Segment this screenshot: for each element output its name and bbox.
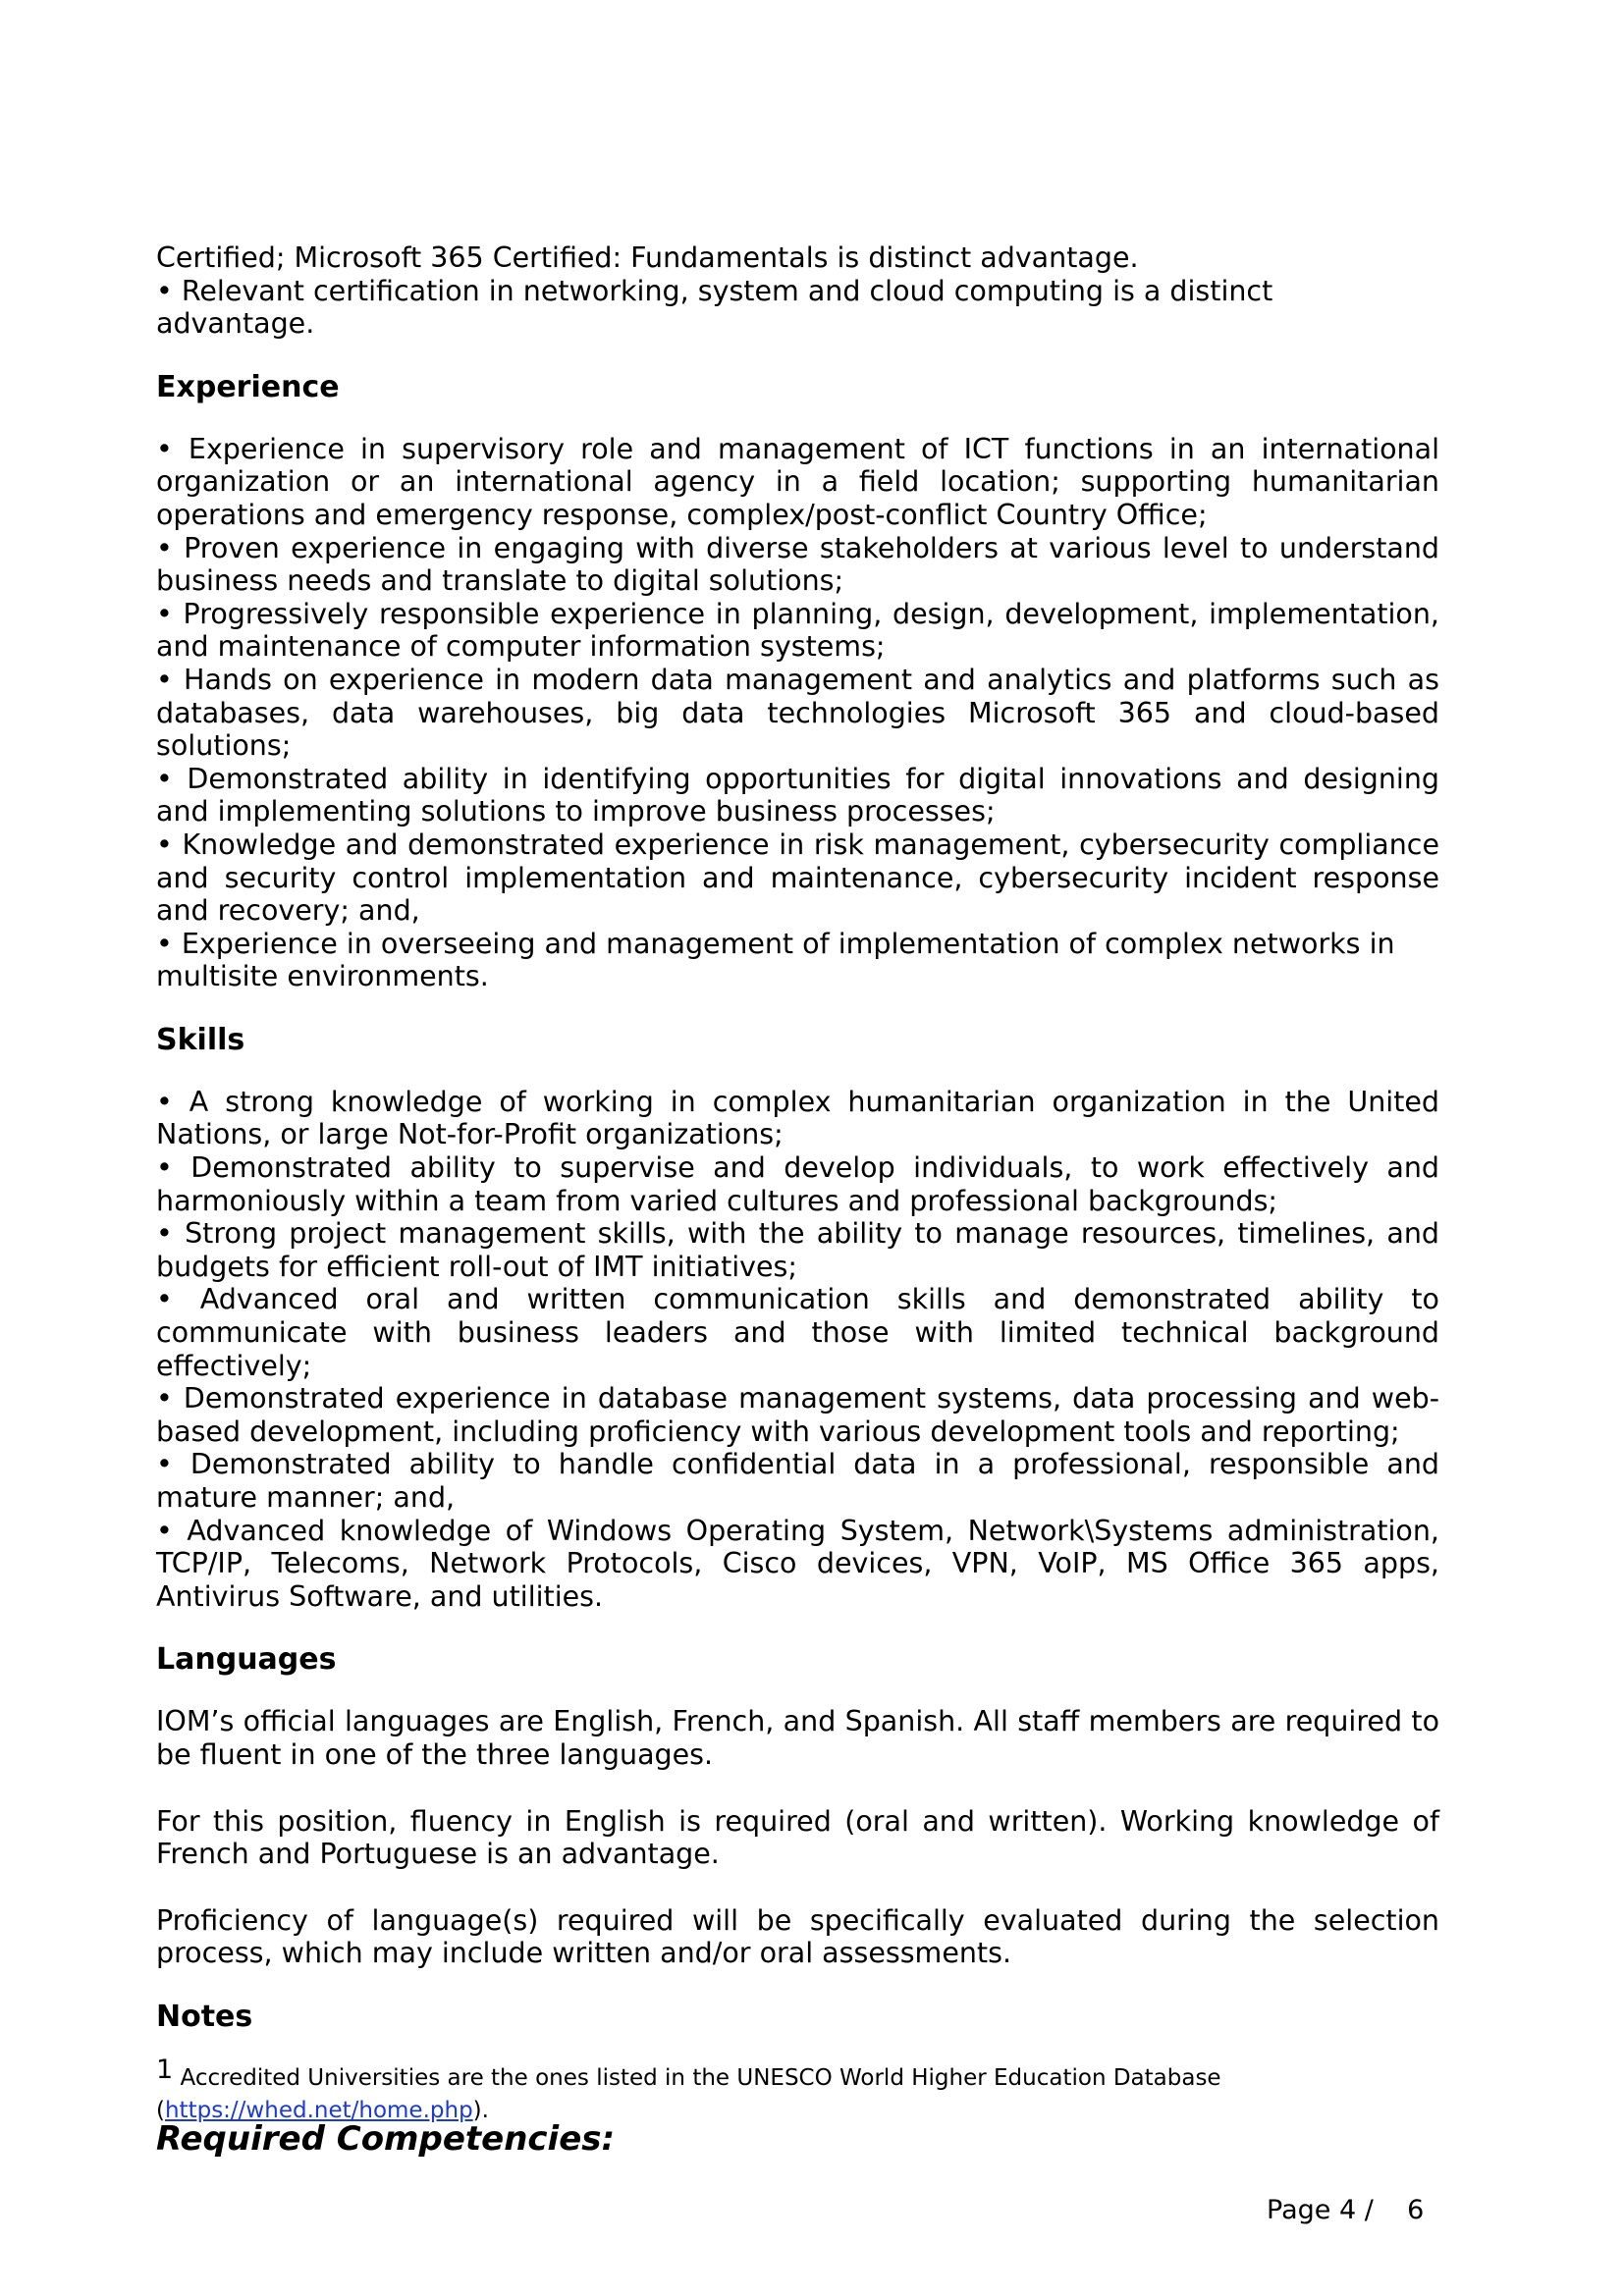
experience-item: • Hands on experience in modern data management and analytics and platforms such as databases, data warehouses, big data technologies Microsoft 365 and cloud-based solutions; — [156, 663, 1439, 763]
skills-heading: Skills — [156, 1022, 245, 1057]
footnote-text: Accredited Universities are the ones listed in the UNESCO World Higher Education Database — [180, 2064, 1221, 2091]
languages-paragraph: IOM’s official languages are English, French, and Spanish. All staff members are required to be fluent in one of the three languages. — [156, 1705, 1439, 1771]
skills-item: • A strong knowledge of working in complex humanitarian organization in the United Nations, or large Not-for-Profit organizations; — [156, 1085, 1439, 1151]
footnote-number: 1 — [156, 2054, 174, 2085]
skills-item: • Advanced oral and written communication skills and demonstrated ability to communicate with business leaders and those with limited technical background effectively; — [156, 1283, 1439, 1382]
document-body — [156, 241, 1439, 2127]
skills-item: • Demonstrated ability to supervise and develop individuals, to work effectively and harmoniously within a team from varied cultures and professional backgrounds; — [156, 1151, 1439, 1217]
experience-item: • Demonstrated ability in identifying opportunities for digital innovations and designing and implementing solutions to improve business processes; — [156, 762, 1439, 828]
skills-item: • Demonstrated ability to handle confidential data in a professional, responsible and mature manner; and, — [156, 1448, 1439, 1514]
languages-heading: Languages — [156, 1642, 337, 1678]
whed-link[interactable]: https://whed.net/home.php — [164, 2097, 473, 2123]
experience-item: • Proven experience in engaging with diverse stakeholders at various level to understand business needs and translate to digital solutions; — [156, 531, 1439, 598]
skills-item: • Demonstrated experience in database management systems, data processing and web-based development, including proficiency with various development tools and reporting; — [156, 1382, 1439, 1448]
skills-item: • Advanced knowledge of Windows Operating System, Network\Systems administration, TCP/IP, Telecoms, Network Protocols, Cisco devices, VPN, VoIP, MS Office 365 apps, Antivirus Software, and utilities. — [156, 1514, 1439, 1613]
skills-item: • Strong project management skills, with the ability to manage resources, timelines, and budgets for efficient roll-out of IMT initiatives; — [156, 1217, 1439, 1283]
footnote — [156, 2054, 1439, 2127]
notes-heading: Notes — [156, 1999, 253, 2034]
experience-item: • Experience in overseeing and management of implementation of complex networks in multisite environments. — [156, 927, 1395, 993]
page-number: Page 4 / 6 — [1267, 2195, 1425, 2225]
intro-line-2: • Relevant certification in networking, system and cloud computing is a distinct advantage. — [156, 274, 1273, 341]
required-competencies-heading: Required Competencies: — [156, 2119, 616, 2159]
experience-item: • Knowledge and demonstrated experience in risk management, cybersecurity compliance and security control implementation and maintenance, cybersecurity incident response and recovery; and, — [156, 828, 1439, 928]
intro-line-1: Certified; Microsoft 365 Certified: Fundamentals is distinct advantage. — [156, 241, 1139, 274]
footnote-close-paren: ). — [472, 2097, 489, 2123]
experience-item: • Experience in supervisory role and management of ICT functions in an international organization or an international agency in a field location; supporting humanitarian operations and emergency response, complex/post-conflict Country Office; — [156, 432, 1439, 531]
languages-paragraph: Proficiency of language(s) required will be specifically evaluated during the selection process, which may include written and/or oral assessments. — [156, 1903, 1439, 1970]
experience-heading: Experience — [156, 369, 340, 404]
languages-paragraph: For this position, fluency in English is required (oral and written). Working knowledge of French and Portuguese is an advantage. — [156, 1804, 1439, 1871]
footnote-open-paren: ( — [156, 2097, 165, 2123]
experience-item: • Progressively responsible experience in planning, design, development, implementation, and maintenance of computer information systems; — [156, 597, 1439, 664]
